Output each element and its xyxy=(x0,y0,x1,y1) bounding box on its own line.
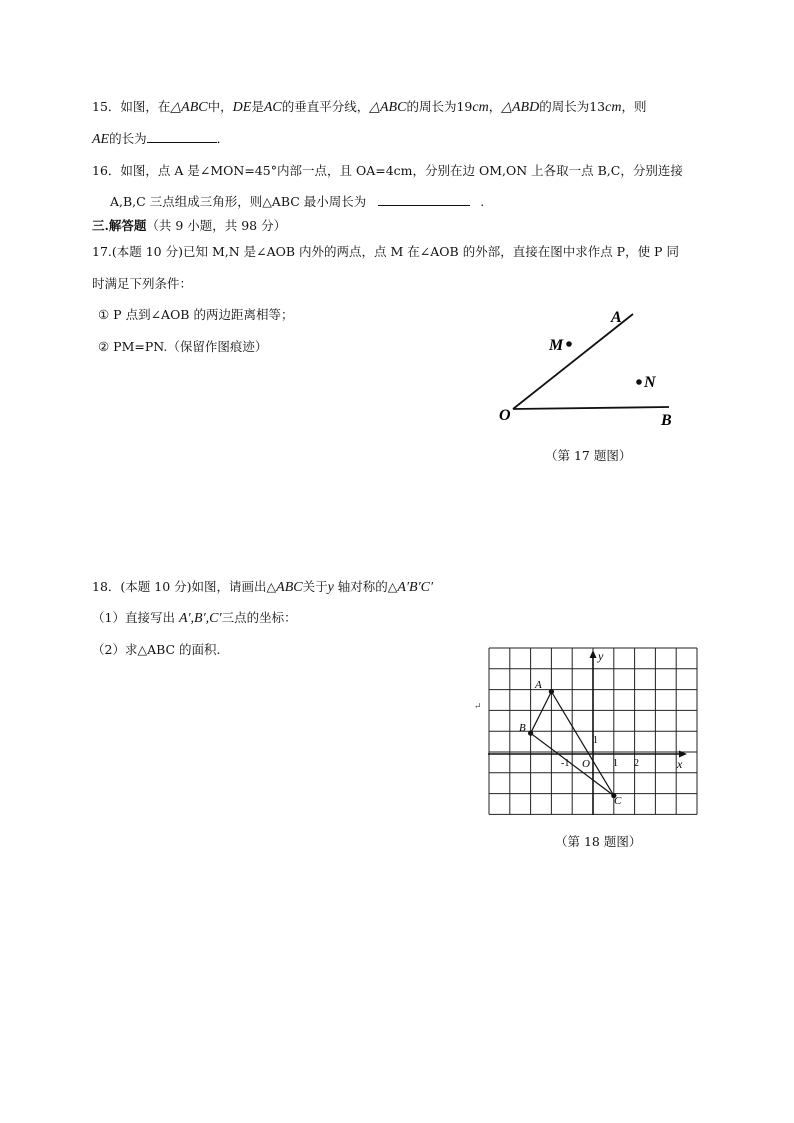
section-note: （共 9 小题，共 98 分） xyxy=(146,218,287,233)
label-b: B xyxy=(519,722,526,734)
q15-text: 15．如图，在 xyxy=(92,99,171,114)
answer-blank[interactable] xyxy=(378,193,470,206)
label-m: M xyxy=(549,337,564,354)
tick-neg1: -1 xyxy=(561,758,570,769)
q18-text: 直接写出 xyxy=(124,610,179,625)
q15-text: 的周长为 xyxy=(539,99,590,114)
tick-2-x: 2 xyxy=(634,758,639,769)
points-prime: A′,B′,C′ xyxy=(178,611,222,626)
triangle-abc: △ABC xyxy=(170,100,208,115)
sub-number: （1） xyxy=(92,610,125,625)
q15-text: 的周长为 xyxy=(406,99,457,114)
q15-text: 是 xyxy=(251,99,264,114)
q17-figure[interactable] xyxy=(495,302,695,432)
return-mark: ↵ xyxy=(474,702,482,712)
tick-1-x: 1 xyxy=(613,758,618,769)
answer-blank[interactable] xyxy=(147,130,217,143)
value-19: 19 xyxy=(456,99,473,114)
q18-text: 关于 xyxy=(302,579,328,594)
q15-text: 中， xyxy=(207,99,233,114)
label-n: N xyxy=(644,374,656,391)
tick-1-y: 1 xyxy=(593,735,598,746)
q17-line1: 17.(本题 10 分)已知 M,N 是∠AOB 内外的两点，点 M 在∠AOB 的外部，直接在图中求作点 P，使 P 同 xyxy=(92,244,679,259)
q18-text: 三点的坐标： xyxy=(221,610,297,625)
y-axis xyxy=(590,650,597,815)
label-x: x xyxy=(677,757,683,771)
q18-sub1 xyxy=(92,609,297,628)
triangle-abd: △ABD xyxy=(501,100,540,115)
segment-ac: AC xyxy=(263,100,282,115)
ray-oa xyxy=(513,314,633,409)
q18-text: 18．(本题 10 分)如图，请画出△ xyxy=(92,579,277,594)
section-title: 三.解答题 xyxy=(92,218,147,233)
label-o: O xyxy=(499,407,511,424)
point-n xyxy=(636,379,642,385)
label-c: C xyxy=(614,795,622,807)
q18-text: 轴对称的△ xyxy=(333,579,398,594)
q17-condition-2: ② PM=PN.（保留作图痕迹） xyxy=(98,339,268,354)
q15-line1 xyxy=(92,98,646,117)
unit-cm: cm xyxy=(605,100,622,115)
label-a: A xyxy=(611,309,622,326)
q17-condition-1: ① P 点到∠AOB 的两边距离相等； xyxy=(98,307,294,322)
q18-line1 xyxy=(92,578,433,597)
triangle-abc-prime: A′B′C′ xyxy=(397,580,434,595)
q17-caption: （第 17 题图） xyxy=(545,448,632,463)
label-b: B xyxy=(661,412,672,429)
segment-de: DE xyxy=(232,100,252,115)
ray-ob xyxy=(513,407,669,409)
label-y: y xyxy=(598,649,604,663)
q15-text: ． xyxy=(216,131,230,146)
q16-text: A,B,C 三点组成三角形，则△ABC 最小周长为 xyxy=(110,194,367,209)
unit-cm: cm xyxy=(472,100,489,115)
axis-y: y xyxy=(327,580,334,595)
q17-line2: 时满足下列条件： xyxy=(92,276,193,291)
q18-grid-figure[interactable] xyxy=(488,647,703,819)
q15-text: ， xyxy=(488,99,502,114)
q15-line2 xyxy=(92,130,229,149)
triangle-abc: ABC xyxy=(276,580,303,595)
q15-text: ，则 xyxy=(621,99,647,114)
point-a xyxy=(549,689,554,694)
q15-text: 的垂直平分线， xyxy=(281,99,370,114)
q16-line2 xyxy=(110,193,484,211)
section-heading xyxy=(92,217,286,235)
point-m xyxy=(566,341,572,347)
q16-text: . xyxy=(480,194,485,209)
value-13: 13 xyxy=(589,99,606,114)
point-b xyxy=(528,731,533,736)
q16-line1: 16．如图，点 A 是∠MON=45°内部一点，且 OA=4cm，分别在边 OM,ON 上各取一点 B,C，分别连接 xyxy=(92,163,683,178)
q18-sub2: （2）求△ABC 的面积. xyxy=(92,642,221,657)
q18-caption: （第 18 题图） xyxy=(555,834,642,849)
label-a: A xyxy=(535,679,542,691)
q15-text: 的长为 xyxy=(109,131,147,146)
label-o: O xyxy=(582,758,590,770)
segment-ae: AE xyxy=(92,132,110,147)
triangle-abc: △ABC xyxy=(369,100,407,115)
